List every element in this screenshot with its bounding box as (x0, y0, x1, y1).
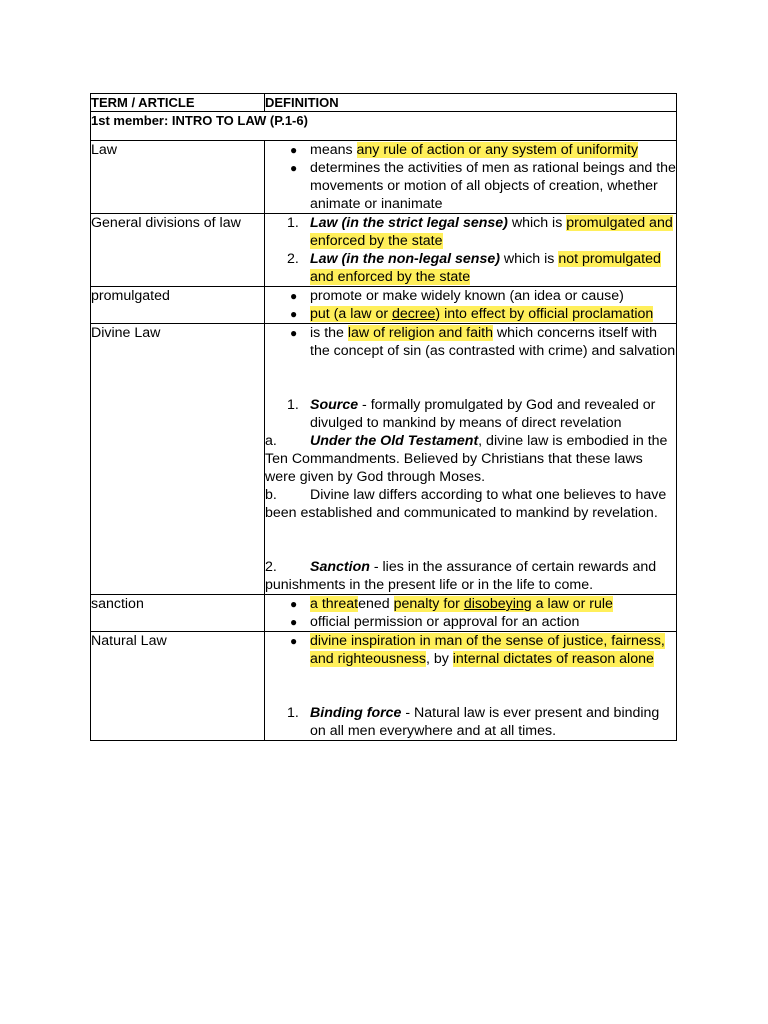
header-definition: DEFINITION (265, 94, 677, 112)
highlight: any rule of action or any system of uniformity (356, 142, 639, 158)
list-item: 2. Law (in the non-legal sense) which is not promulgated and enforced by the state (287, 251, 661, 285)
bullet-icon: ● (290, 615, 298, 629)
bullet-icon: ● (290, 143, 298, 157)
list-item: 1. Source - formally promulgated by God and revealed or divulged to mankind by means of direct revelation (287, 397, 656, 431)
table-row (91, 632, 677, 741)
table-row (91, 595, 677, 632)
list-item: ● is the law of religion and faith which concerns itself with the concept of sin (as contrasted with crime) and salvation (290, 325, 676, 359)
term-divine-law: Divine Law (91, 324, 265, 595)
list-item: 1. Law (in the strict legal sense) which is promulgated and enforced by the state (287, 215, 673, 249)
definition-law (265, 141, 677, 214)
definition-sanction (265, 595, 677, 632)
table-row (91, 141, 677, 214)
section-row (91, 112, 677, 141)
term-law: Law (91, 141, 265, 214)
bullet-icon: ● (290, 634, 298, 648)
highlight: law of religion and faith (347, 325, 493, 341)
list-item: ● official permission or approval for an action (290, 614, 580, 630)
section-title: 1st member: INTRO TO LAW (P.1-6) (91, 112, 677, 141)
table-header-row (91, 94, 677, 112)
definition-promulgated (265, 287, 677, 324)
highlight: divine inspiration in man of the sense of justice, fairness, and righteousness (310, 633, 665, 667)
paragraph: b. Divine law differs according to what one believes to have been established and communicated to mankind by revelation. (265, 487, 667, 521)
bullet-icon: ● (290, 597, 298, 611)
highlight: not promulgated and enforced by the state (310, 251, 661, 285)
list-item: ● a threatened penalty for disobeying a law or rule (290, 596, 613, 612)
highlight: penalty for disobeying a law or rule (393, 596, 613, 612)
paragraph: 2. Sanction - lies in the assurance of certain rewards and punishments in the present life or in the life to come. (265, 559, 657, 593)
header-term: TERM / ARTICLE (91, 94, 265, 112)
term-promulgated: promulgated (91, 287, 265, 324)
definition-divine-law (265, 324, 677, 595)
bullet-icon: ● (290, 289, 298, 303)
document-page (90, 93, 676, 741)
highlight: put (a law or decree) into effect by official proclamation (310, 306, 654, 322)
table-row (91, 287, 677, 324)
list-item: ● determines the activities of men as rational beings and the movements or motion of all objects of creation, whether animate or inanimate (290, 160, 676, 212)
table-row (91, 214, 677, 287)
term-general-divisions: General divisions of law (91, 214, 265, 287)
list-item: ● promote or make widely known (an idea or cause) (290, 288, 624, 304)
definitions-table (90, 93, 677, 741)
list-item: ● divine inspiration in man of the sense of justice, fairness, and righteousness, by internal dictates of reason alone (290, 633, 665, 667)
term-sanction: sanction (91, 595, 265, 632)
list-item: 1. Binding force - Natural law is ever present and binding on all men everywhere and at all times. (287, 705, 660, 739)
definition-natural-law (265, 632, 677, 741)
bullet-icon: ● (290, 326, 298, 340)
highlight: promulgated and enforced by the state (310, 215, 673, 249)
bullet-icon: ● (290, 307, 298, 321)
list-item: ● means any rule of action or any system of uniformity (290, 142, 639, 158)
bullet-icon: ● (290, 161, 298, 175)
paragraph: a. Under the Old Testament, divine law is embodied in the Ten Commandments. Believed by Christians that these laws were given by God through Moses. (265, 433, 668, 485)
highlight: internal dictates of reason alone (452, 651, 654, 667)
definition-general-divisions (265, 214, 677, 287)
term-natural-law: Natural Law (91, 632, 265, 741)
table-row (91, 324, 677, 595)
list-item (265, 305, 676, 323)
